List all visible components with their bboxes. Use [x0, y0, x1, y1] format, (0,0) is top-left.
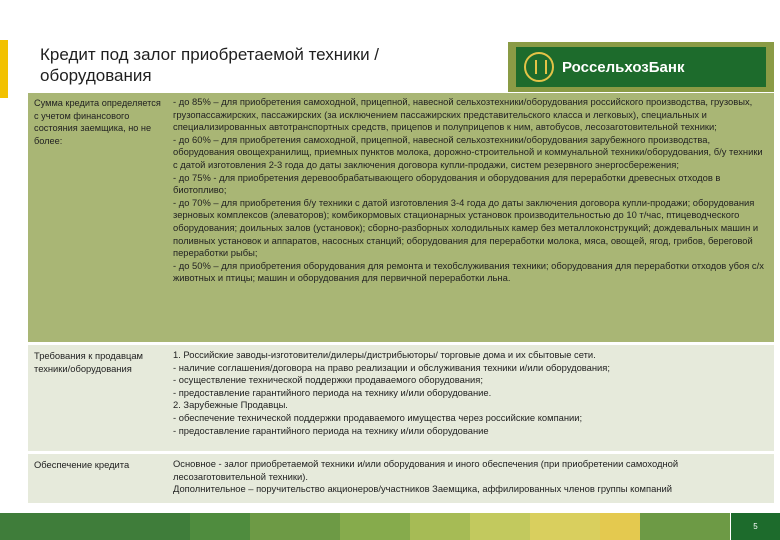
row-line: - до 60% – для приобретения самоходной, прицепной, навесной сельхозтехники/оборудования зарубежного производства, оборудования овощехранилищ, приемных пунктов молока, дорожно-строительной и коммунальной техники/оборудования, б/у техники с датой изготовления 2-3 года до даты заключения договора купли-продажи, систем резервного энергосбережения; — [173, 133, 763, 170]
row-line: Основное - залог приобретаемой техники и/или оборудования и иного обеспечения (при приобретении самоходной лесозаготовительной техники). — [173, 458, 679, 482]
conditions-table — [28, 93, 774, 503]
table-row — [28, 93, 774, 342]
row-text — [173, 458, 769, 496]
row-label: Сумма кредита определяется с учетом финансового состояния заемщика, но не более: — [34, 98, 161, 146]
row-label: Обеспечение кредита — [34, 459, 130, 470]
row-line: - предоставление гарантийного периода на технику и/или оборудование. — [173, 386, 492, 398]
rosselkhozbank-emblem-icon — [524, 52, 554, 82]
logo-panel — [508, 42, 774, 92]
row-line: - до 70% – для приобретения б/у техники с датой изготовления 3-4 года до даты заключения договора купли-продажи; оборудования зерновых комплексов (элеваторов); комбикормовых стационарных установок производительностью до 10 т/час, птицеводческого оборудования; доильных залов (установок); сборно-разборных холодильных камер без металлоконструкций; дождевальных машин и поливных установок и аппаратов, насосных станций; оборудования для переработки молока, мяса, овощей, ягод, грибов, береговой переработки рыбы; — [173, 196, 759, 259]
row-line: - наличие соглашения/договора на право реализации и обслуживания техники и/или оборудования; — [173, 361, 610, 373]
table-row — [28, 345, 774, 451]
row-line: - до 85% – для приобретения самоходной, прицепной, навесной сельхозтехники/оборудования российского производства, грузовых, грузопассажирских, пассажирских (за исключением пассажирских представительского класса и легковых), специальных и специализированных автотранспортных средств, прицепов и полуприцепов к ним, автобусов, лесозаготовительной техники; — [173, 96, 753, 133]
row-line: 2. Зарубежные Продавцы. — [173, 399, 288, 411]
page-number: 5 — [731, 513, 780, 540]
row-text — [173, 96, 769, 285]
row-line: - осуществление технической поддержки продаваемого оборудования; — [173, 374, 483, 386]
row-label: Требования к продавцам техники/оборудования — [34, 350, 143, 374]
row-line: - предоставление гарантийного периода на технику и/или оборудование — [173, 424, 489, 436]
logo — [516, 47, 766, 87]
logo-text: РоссельхозБанк — [562, 58, 685, 76]
row-line: 1. Российские заводы-изготовители/дилеры/дистрибьюторы/ торговые дома и их сбытовые сети. — [173, 349, 596, 360]
row-line: - до 50% – для приобретения оборудования для ремонта и техобслуживания техники; оборудования для переработки отходов убоя с/х животных и птицы; машин и оборудования для первичной переработки льна. — [173, 259, 764, 284]
slide-title: Кредит под залог приобретаемой техники / оборудования — [40, 45, 380, 85]
footer-color-bar — [0, 513, 780, 540]
row-text — [173, 349, 769, 437]
row-line: Дополнительное – поручительство акционеров/участников Заемщика, аффилированных членов группы компаний — [173, 483, 672, 495]
left-accent-bar — [0, 40, 8, 98]
row-line: - обеспечение технической поддержки продаваемого имущества через российские компании; — [173, 411, 583, 423]
row-line: - до 75% - для приобретения деревообрабатывающего оборудования и оборудования для переработки древесных отходов в биотопливо; — [173, 171, 721, 196]
table-row — [28, 454, 774, 503]
